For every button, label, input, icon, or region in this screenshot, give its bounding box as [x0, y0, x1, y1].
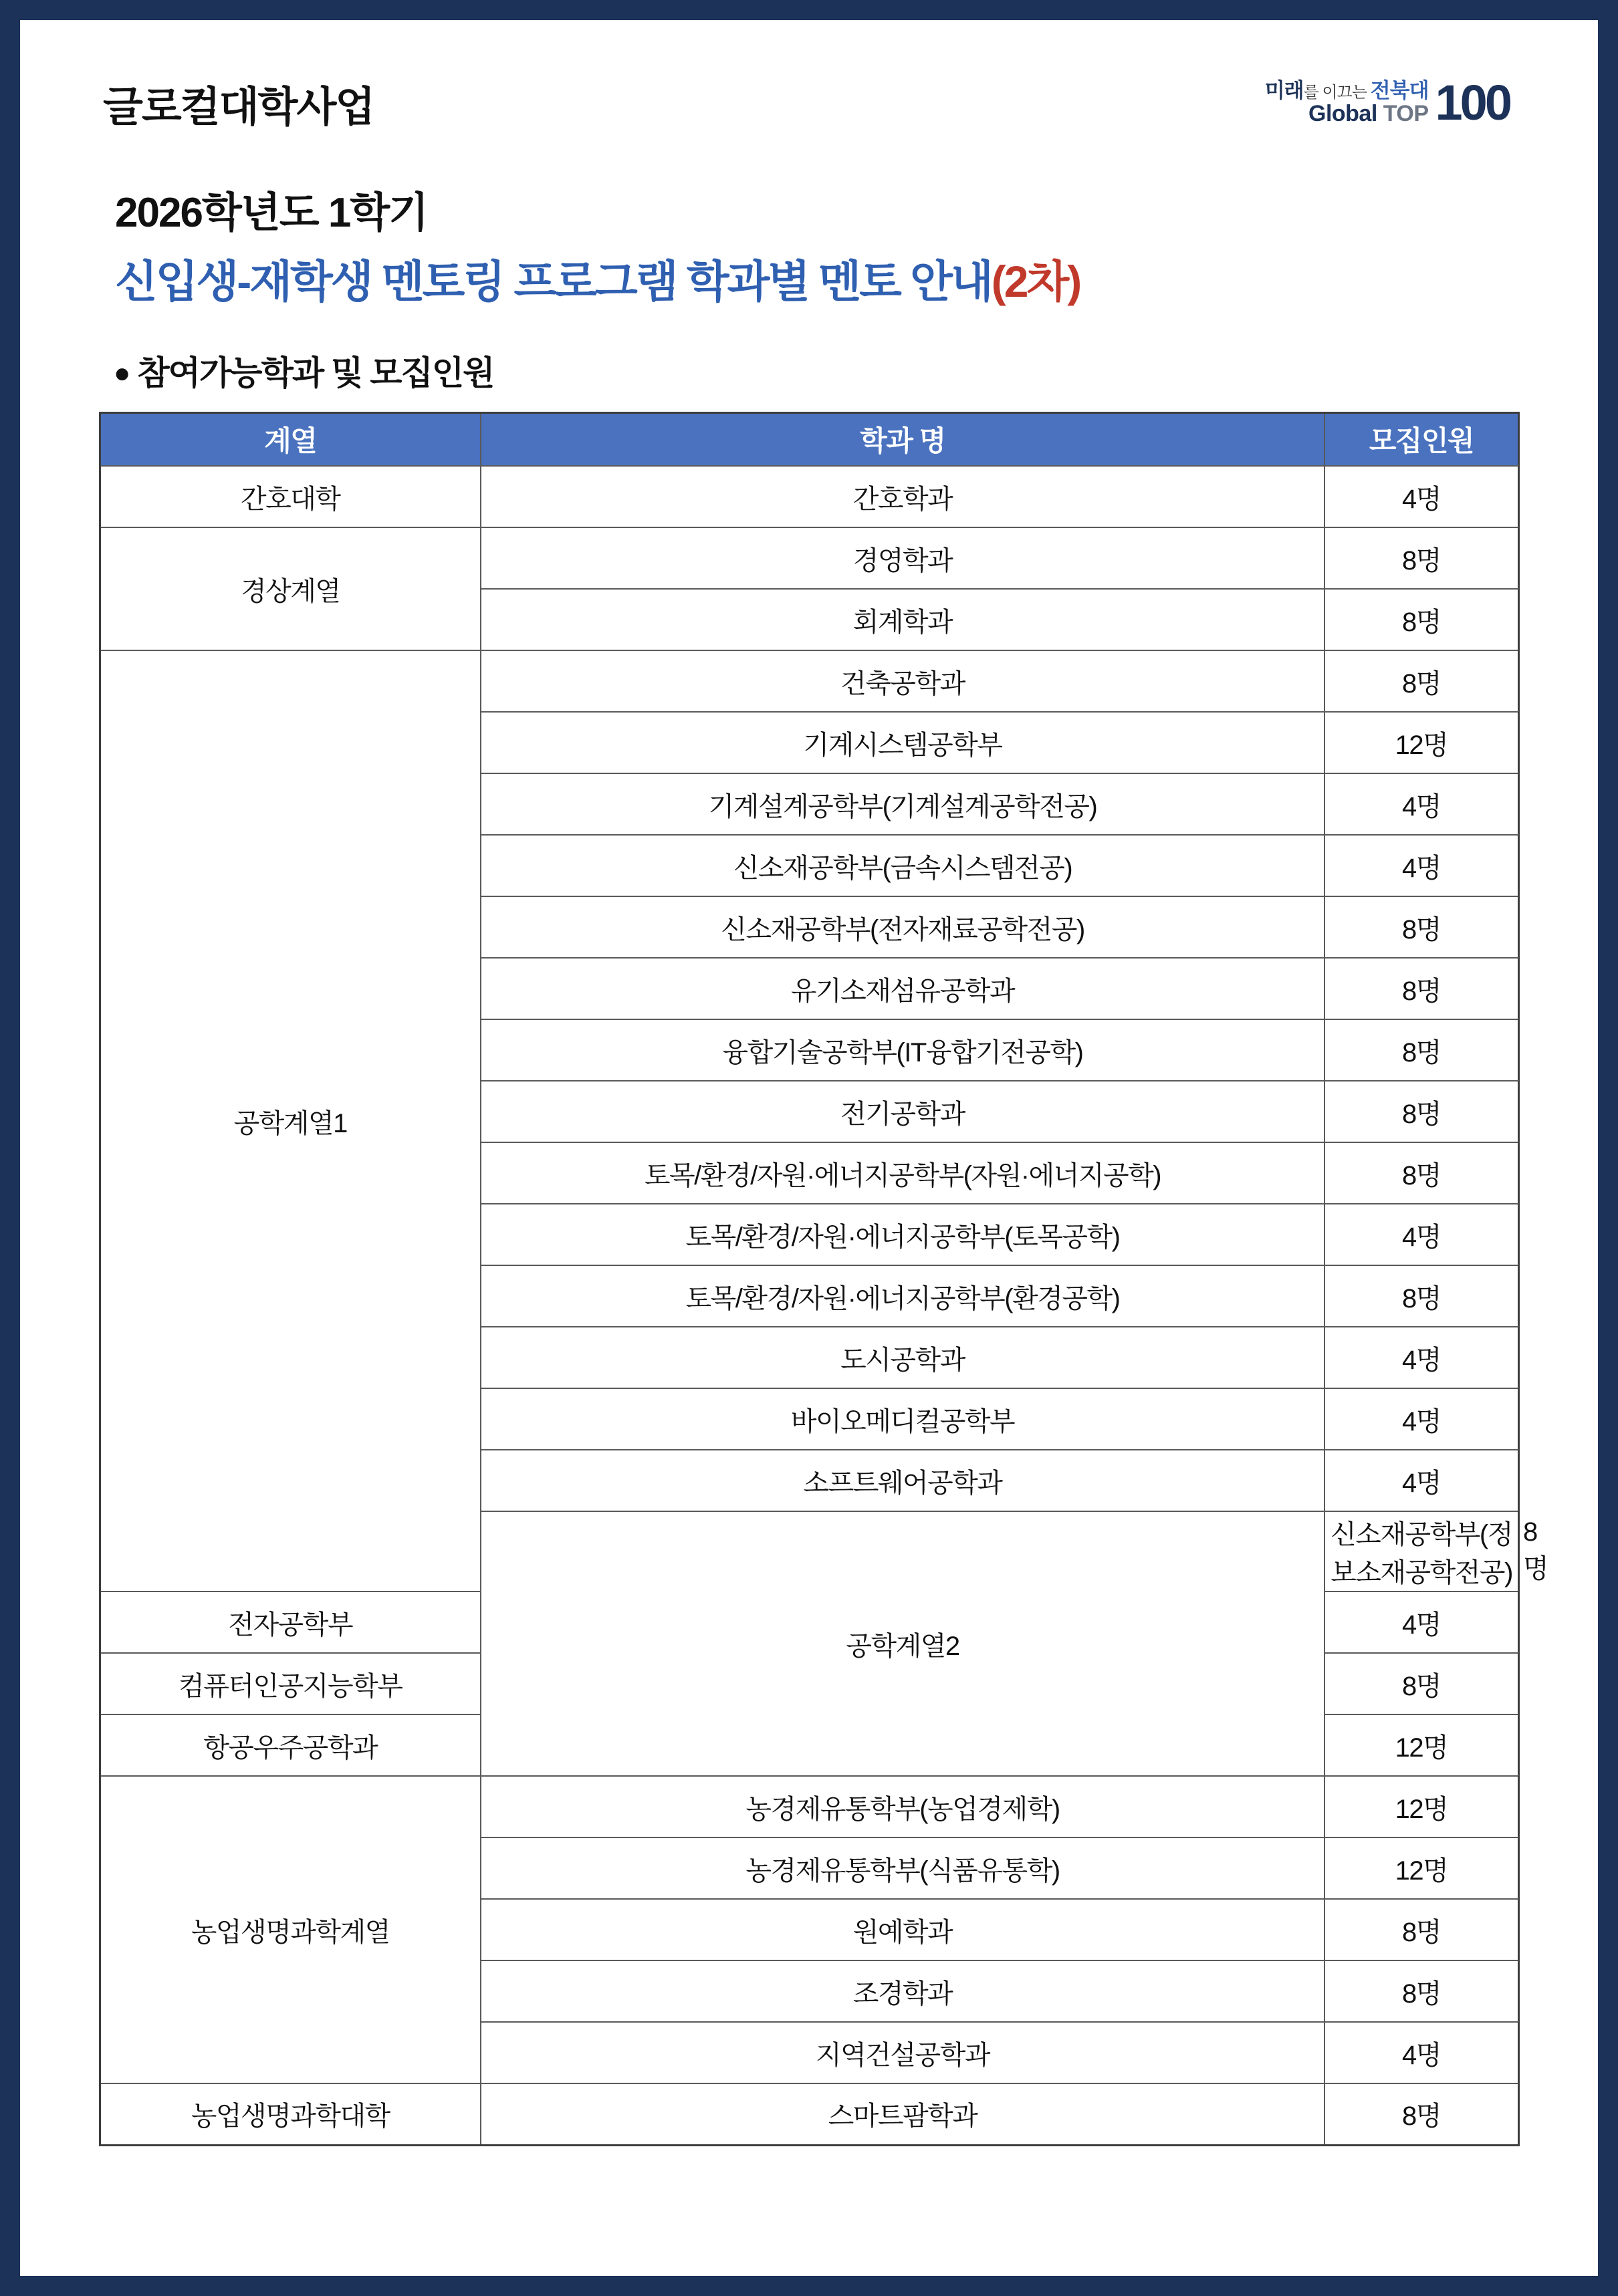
cell-department: 신소재공학부(전자재료공학전공) — [481, 896, 1324, 958]
col-header-quota: 모집인원 — [1324, 412, 1518, 466]
cell-department: 소프트웨어공학과 — [481, 1450, 1324, 1511]
cell-department: 원예학과 — [481, 1899, 1324, 1960]
cell-quota: 8명 — [1324, 2083, 1518, 2145]
cell-quota: 8명 — [1324, 1142, 1518, 1204]
table-row — [100, 527, 1518, 589]
cell-quota: 12명 — [1324, 1837, 1518, 1899]
cell-department: 융합기술공학부(IT융합기전공학) — [481, 1019, 1324, 1081]
cell-quota: 4명 — [1324, 773, 1518, 835]
cell-department: 토목/환경/자원·에너지공학부(자원·에너지공학) — [481, 1142, 1324, 1204]
cell-department: 조경학과 — [481, 1960, 1324, 2022]
cell-department: 유기소재섬유공학과 — [481, 958, 1324, 1019]
cell-quota: 8명 — [1324, 1081, 1518, 1142]
cell-field: 간호대학 — [100, 466, 481, 527]
logo-global-top — [1265, 102, 1429, 126]
year-title: 2026학년도 1학기 — [115, 190, 428, 236]
cell-department: 도시공학과 — [481, 1327, 1324, 1388]
cell-field: 농업생명과학계열 — [100, 1776, 481, 2083]
cell-department: 전자공학부 — [100, 1591, 481, 1653]
logo-100-mark — [1435, 74, 1510, 130]
cell-department: 지역건설공학과 — [481, 2022, 1324, 2083]
cell-department: 기계설계공학부(기계설계공학전공) — [481, 773, 1324, 835]
cell-quota: 8명 — [1324, 896, 1518, 958]
page-border-inner — [20, 20, 1598, 2276]
cell-field: 공학계열1 — [100, 650, 481, 1591]
cell-quota: 4명 — [1324, 1327, 1518, 1388]
cell-quota: 8명 — [1324, 958, 1518, 1019]
cell-quota: 8명 — [1324, 1265, 1518, 1327]
department-quota-table — [99, 412, 1548, 2146]
main-title — [115, 255, 1530, 308]
cell-field: 농업생명과학대학 — [100, 2083, 481, 2145]
cell-department: 회계학과 — [481, 589, 1324, 650]
logo-tagline-pre: 미래 — [1264, 79, 1304, 102]
cell-field: 공학계열2 — [481, 1511, 1324, 1776]
section-heading — [88, 346, 1530, 394]
cell-quota: 8명 — [1324, 589, 1518, 650]
cell-department: 토목/환경/자원·에너지공학부(토목공학) — [481, 1204, 1324, 1265]
bullet-icon: ● — [114, 356, 130, 388]
logo-number: 100 — [1435, 74, 1510, 130]
logo-text — [1265, 80, 1429, 126]
col-header-department: 학과 명 — [481, 412, 1324, 466]
logo-tagline-mid: 를 이끄는 — [1303, 84, 1371, 102]
cell-department: 신소재공학부(금속시스템전공) — [481, 835, 1324, 896]
cell-department: 컴퓨터인공지능학부 — [100, 1653, 481, 1714]
cell-quota: 4명 — [1324, 1591, 1518, 1653]
table-row — [100, 1776, 1518, 1837]
cell-department: 항공우주공학과 — [100, 1714, 481, 1776]
cell-quota: 4명 — [1324, 466, 1518, 527]
cell-quota: 8명 — [1324, 1960, 1518, 2022]
cell-department: 농경제유통학부(농업경제학) — [481, 1776, 1324, 1837]
cell-quota: 8명 — [1324, 527, 1518, 589]
cell-quota: 8명 — [1324, 650, 1518, 712]
cell-department: 경영학과 — [481, 527, 1324, 589]
cell-quota: 4명 — [1324, 1450, 1518, 1511]
cell-quota: 8명 — [1324, 1019, 1518, 1081]
table-body — [100, 466, 1548, 2145]
cell-department: 기계시스템공학부 — [481, 712, 1324, 773]
cell-department: 스마트팜학과 — [481, 2083, 1324, 2145]
cell-department: 건축공학과 — [481, 650, 1324, 712]
program-title: 글로컬대학사업 — [103, 84, 374, 130]
table-row — [100, 2083, 1518, 2145]
cell-department: 농경제유통학부(식품유통학) — [481, 1837, 1324, 1899]
col-header-field: 계열 — [100, 412, 481, 466]
table-row: 공학계열2 신소재공학부(정보소재공학전공) 8명 — [100, 1511, 1518, 1591]
cell-quota: 4명 — [1324, 835, 1518, 896]
cell-department: 간호학과 — [481, 466, 1324, 527]
cell-quota: 8명 — [1324, 1899, 1518, 1960]
logo-global: Global — [1308, 100, 1377, 126]
cell-quota: 4명 — [1324, 1388, 1518, 1450]
main-title-text: 신입생-재학생 멘토링 프로그램 학과별 멘토 안내 — [115, 257, 992, 307]
cell-quota: 12명 — [1324, 712, 1518, 773]
cell-department: 바이오메디컬공학부 — [481, 1388, 1324, 1450]
title-block — [88, 188, 1530, 309]
cell-department: 신소재공학부(정보소재공학전공) — [1324, 1511, 1518, 1591]
university-logo — [1264, 74, 1530, 130]
table-row — [100, 650, 1518, 712]
table-row — [100, 466, 1518, 527]
cell-quota: 12명 — [1324, 1776, 1518, 1837]
cell-quota: 4명 — [1324, 1204, 1518, 1265]
section-heading-text: 참여가능학과 및 모집인원 — [137, 354, 494, 392]
cell-quota: 12명 — [1324, 1714, 1518, 1776]
cell-department: 토목/환경/자원·에너지공학부(환경공학) — [481, 1265, 1324, 1327]
cell-quota: 8명 — [1324, 1653, 1518, 1714]
cell-department: 전기공학과 — [481, 1081, 1324, 1142]
table-header-row — [100, 412, 1518, 466]
cell-field: 경상계열 — [100, 527, 481, 650]
logo-tagline — [1265, 80, 1429, 102]
logo-top: TOP — [1383, 100, 1429, 126]
main-title-round: (2차) — [991, 257, 1080, 307]
logo-tagline-accent: 전북대 — [1370, 79, 1429, 102]
page-content — [48, 48, 1570, 2248]
page-header — [88, 75, 1530, 168]
cell-quota: 4명 — [1324, 2022, 1518, 2083]
table-head — [100, 412, 1518, 466]
